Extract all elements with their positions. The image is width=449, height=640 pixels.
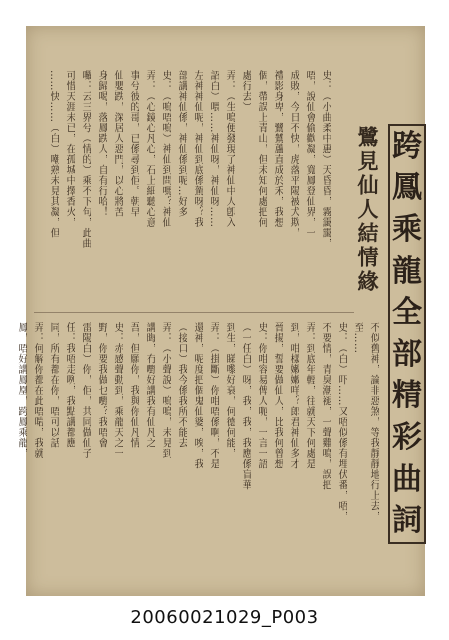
text-column: 雷陽白）你，佢，共同做仙子 (80, 322, 91, 459)
text-column: 弄：何解你都在此唔啱，我就 (32, 322, 43, 459)
text-column: 處行去） (240, 70, 251, 112)
text-column: 鳳，唔好講鳳凰，跨鳳乘龍， (16, 322, 27, 459)
text-column: 弄：（掛斷）你咁唔係啊，不是 (208, 322, 219, 469)
title-char: 跨 (392, 128, 422, 164)
text-column: 弄：到底年輕，往就天下何處是 (304, 322, 315, 469)
title-char: 鳳 (392, 170, 422, 206)
text-column: 唔，說仙會偷歡凝，寬鳳登仙界，一 (304, 70, 315, 238)
text-column: 弄：（生嗚便發現了神仙中人卽入 (224, 70, 235, 228)
text-column: 吾，但願你，我與你仙凡情 (128, 322, 139, 448)
text-column: 左神神仙呢，神仙到底係駕呀？我 (192, 70, 203, 228)
text-column: 禮影身卑，鷺鷥蘆直成於禾，我想 (272, 70, 283, 228)
title-char: 彩 (392, 419, 422, 455)
title-char: 曲 (392, 461, 422, 497)
text-column: 可惜天涯未已，在孤城中擇香火， (64, 70, 75, 228)
archive-caption: 20060021029_P003 (130, 607, 319, 628)
title-char: 詞 (392, 503, 422, 539)
text-column: 部講神仙係，神仙係到呢…好多 (176, 70, 187, 217)
text-column: 詔白）喂……神仙呀，神仙呀…… (208, 70, 219, 228)
title-char: 龍 (392, 253, 422, 289)
text-column: 到，咁樣嫩嫩咩？郎君神仙多才 (288, 322, 299, 469)
text-column: 身歸喝，落鳳跌人，自有行哈！ (96, 70, 107, 217)
text-column: 弄：（小聲說）嗚嗚，未見到 (160, 322, 171, 459)
text-column: 史：（小曲柔中惠）天昏昏，霧靄靄， (320, 70, 331, 249)
text-column: 個，帶誤上青山，但未知何處把何 (256, 70, 267, 228)
text-column: 到生，睇嚟好衰，何德何能， (224, 322, 235, 459)
document-page (16, 26, 425, 596)
text-column: 講晦，冇嘢好講我有仙凡之 (144, 322, 155, 448)
title-char: 部 (392, 336, 422, 372)
title-char: 乘 (392, 211, 422, 247)
text-column: 弄：（心鏡心凡心，石上細聽心意 (144, 70, 155, 228)
text-column: 事兮彼的哥，已係尋到佢。朝早 (128, 70, 139, 217)
text-column: 還神，呢度把個鬼仙婆，唉，我 (192, 322, 203, 469)
text-column: 仙嬰跌，深居人惡門，以心將苦 (112, 70, 123, 217)
text-column: ……快……（白）嘲熟未見其凝，但 (48, 70, 59, 238)
text-column: 史：赤感聲動到，乘龍天之一 (112, 322, 123, 459)
text-column: 史：（嗚唔嗚）神仙到問嗎？神仙 (160, 70, 171, 228)
text-column: 囉：云三界兮（情的）乘不下句，此曲 (80, 70, 91, 249)
title-char: 全 (392, 295, 422, 331)
subtitle: 鷺見仙人結情緣 (355, 126, 380, 294)
title-char: 精 (392, 378, 422, 414)
text-column: 成敗，今日不快，虎落平陽被犬欺， (288, 70, 299, 238)
text-column: 不要情，青臭潮褪，一聲雞鳴，誤把 (320, 322, 331, 490)
text-column: 不似舊神，論非惡煞，等我靜靜地行上去， (368, 322, 379, 522)
text-column: （一任白）呀，我，我，我應係盲華 (240, 322, 251, 490)
text-column: 史：（白）吓……又唔似係有埋伏番，唔， (336, 322, 347, 522)
text-column: 至…… (352, 322, 363, 354)
text-column: 野，你要我做乜嘢？我唔會 (96, 322, 107, 448)
section-divider (34, 312, 354, 313)
text-column: 史：你咁容易俾人呃，一言一語 (256, 322, 267, 469)
title-box (388, 124, 426, 544)
text-column: 任：我唔走咧，我點講都應 (64, 322, 75, 448)
text-column: 同，所有都在你，唔可以話 (48, 322, 59, 448)
text-column: （接口）我今係我所不能去 (176, 322, 187, 448)
text-column: 晉揚，誓要做仙人，比我何曾想 (272, 322, 283, 469)
